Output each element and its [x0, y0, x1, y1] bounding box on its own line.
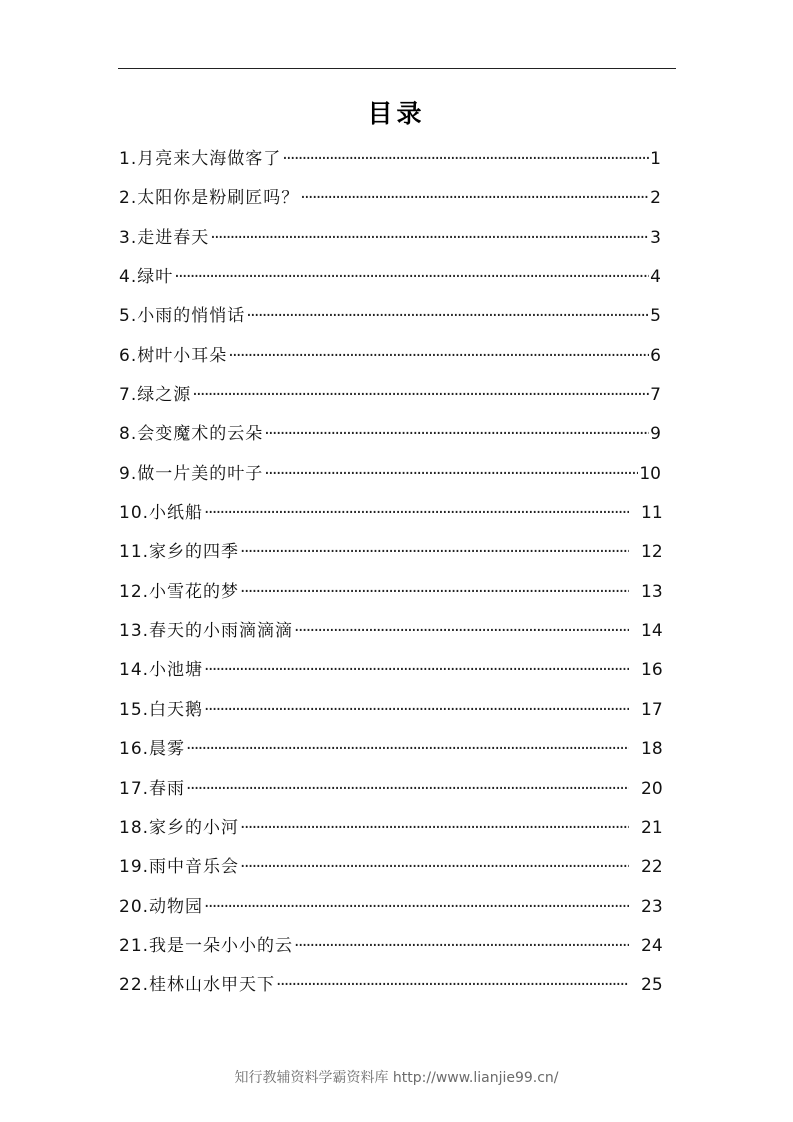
toc-dot-leader	[210, 219, 649, 258]
toc-entry-title: 17.春雨	[119, 778, 186, 799]
toc-dot-leader	[240, 848, 629, 887]
toc-entry[interactable]	[119, 455, 661, 494]
toc-page-number: 3	[650, 227, 661, 248]
toc-entry-title: 10.小纸船	[119, 503, 204, 524]
toc-entry[interactable]	[119, 770, 661, 809]
toc-page-number: 20	[641, 778, 663, 799]
toc-page-number: 21	[641, 817, 663, 838]
toc-entry-title: 15.白天鹅	[119, 699, 204, 720]
toc-dot-leader	[246, 297, 649, 336]
toc-dot-leader	[240, 573, 629, 612]
toc-page-number: 14	[641, 621, 663, 642]
footer-watermark: 知行教辅资料学霸资料库 http://www.lianjie99.cn/	[234, 1070, 559, 1086]
toc-dot-leader	[240, 809, 629, 848]
toc-page-number: 10	[639, 463, 661, 484]
toc-entry-title: 4.绿叶	[119, 267, 174, 288]
toc-page-number: 11	[641, 503, 663, 524]
toc-entry[interactable]	[119, 415, 661, 454]
toc-entry[interactable]	[119, 219, 661, 258]
toc-dot-leader	[300, 179, 649, 218]
toc-page-number: 24	[641, 935, 663, 956]
toc-entry-title: 7.绿之源	[119, 385, 192, 406]
toc-page-number: 25	[641, 975, 663, 996]
toc-page-number: 18	[641, 739, 663, 760]
toc-dot-leader	[204, 494, 629, 533]
toc-entry-title: 3.走进春天	[119, 227, 210, 248]
page-title: 目录	[367, 99, 426, 128]
toc-page-number: 1	[650, 149, 661, 169]
toc-dot-leader	[192, 376, 649, 415]
toc-page-number: 2	[650, 188, 661, 209]
toc-dot-leader	[204, 888, 629, 927]
toc-page-number: 12	[641, 542, 663, 563]
toc-page-number: 13	[641, 581, 663, 602]
toc-dot-leader	[264, 455, 638, 494]
toc-entry-title: 19.雨中音乐会	[119, 857, 240, 878]
toc-dot-leader	[276, 966, 629, 1005]
toc-entry-title: 22.桂林山水甲天下	[119, 975, 276, 996]
toc-entry[interactable]	[119, 848, 661, 887]
toc-entry[interactable]	[119, 494, 661, 533]
toc-page-number: 22	[641, 857, 663, 878]
toc-entry[interactable]	[119, 612, 661, 651]
toc-entry-title: 16.晨雾	[119, 739, 186, 760]
toc-dot-leader	[264, 415, 649, 454]
toc-dot-leader	[282, 140, 649, 179]
toc-page-number: 4	[650, 267, 661, 288]
toc-entry[interactable]	[119, 691, 661, 730]
toc-page-number: 17	[641, 699, 663, 720]
toc-entry-title: 12.小雪花的梦	[119, 581, 240, 602]
toc-entry-title: 9.做一片美的叶子	[119, 463, 264, 484]
header-rule	[118, 68, 676, 69]
toc-page-number: 23	[641, 896, 663, 917]
toc-entry[interactable]	[119, 179, 661, 218]
toc-entry[interactable]	[119, 927, 661, 966]
toc-entry-title: 6.树叶小耳朵	[119, 345, 228, 366]
toc-entry[interactable]	[119, 297, 661, 336]
toc-entry[interactable]	[119, 533, 661, 572]
toc-dot-leader	[186, 770, 629, 809]
toc-entry[interactable]	[119, 730, 661, 769]
toc-entry[interactable]	[119, 140, 661, 179]
toc-entry-title: 18.家乡的小河	[119, 817, 240, 838]
toc-entry-title: 14.小池塘	[119, 660, 204, 681]
toc-entry-title: 1.月亮来大海做客了	[119, 149, 282, 169]
toc-dot-leader	[186, 730, 629, 769]
toc-entry[interactable]	[119, 337, 661, 376]
toc-entry[interactable]	[119, 966, 661, 1005]
toc-entry-title: 5.小雨的悄悄话	[119, 306, 246, 327]
toc-entry[interactable]	[119, 651, 661, 690]
toc-dot-leader	[294, 927, 629, 966]
toc-entry[interactable]	[119, 376, 661, 415]
toc-page-number: 16	[641, 660, 663, 681]
toc-dot-leader	[228, 337, 649, 376]
toc-page-number: 5	[650, 306, 661, 327]
toc-entry[interactable]	[119, 258, 661, 297]
toc-entry-title: 13.春天的小雨滴滴滴	[119, 621, 294, 642]
toc-entry-title: 8.会变魔术的云朵	[119, 424, 264, 445]
toc-entry-title: 20.动物园	[119, 896, 204, 917]
toc-page-number: 9	[650, 424, 661, 445]
toc-dot-leader	[204, 691, 629, 730]
toc-entry-title: 21.我是一朵小小的云	[119, 935, 294, 956]
toc-page-number: 7	[650, 385, 661, 406]
toc-dot-leader	[204, 651, 629, 690]
toc-entry-title: 11.家乡的四季	[119, 542, 240, 563]
toc-dot-leader	[174, 258, 649, 297]
toc-dot-leader	[240, 533, 629, 572]
toc-entry[interactable]	[119, 888, 661, 927]
toc-entry[interactable]	[119, 573, 661, 612]
toc-dot-leader	[294, 612, 629, 651]
toc-page-number: 6	[650, 345, 661, 366]
toc-entry[interactable]	[119, 809, 661, 848]
table-of-contents	[119, 140, 661, 1006]
toc-entry-title: 2.太阳你是粉刷匠吗？	[119, 188, 300, 209]
